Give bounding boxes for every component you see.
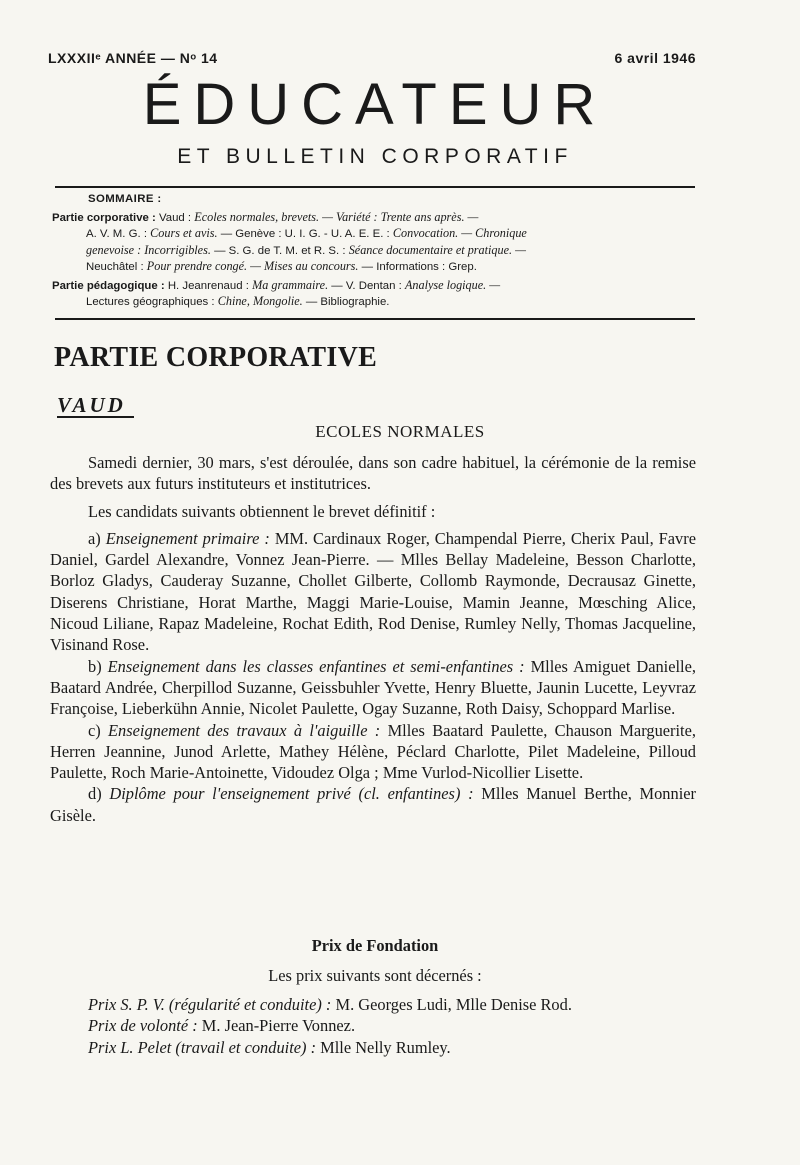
- paragraph-c: c) Enseignement des travaux à l'aiguille : Mlles Baatard Paulette, Chauson Marguerite, Herren Jeannine, Junod Arlette, Mathey Hélène, Péclard Charlotte, Pilet Madeleine, Pilloud Paulette, Roch Marie-Antoinette, Vidoudez Olga ; Mme Vurlod-Nicollier Lisette.: [50, 720, 696, 783]
- masthead-top: [48, 50, 696, 66]
- paragraph-candidats: Les candidats suivants obtiennent le brevet définitif :: [88, 501, 436, 521]
- prix-intro: Les prix suivants sont décernés :: [268, 966, 482, 985]
- journal-subtitle: ET BULLETIN CORPORATIF: [177, 145, 573, 168]
- toc-entry-pedagogique: Partie pédagogique : H. Jeanrenaud : Ma grammaire. — V. Dentan : Analyse logique. — Lectures géographiques : Chine, Mongolie. — Bibliographie.: [52, 278, 501, 309]
- prix-item: Prix L. Pelet (travail et conduite) : Mlle Nelly Rumley.: [88, 1037, 451, 1057]
- paragraph-d: d) Diplôme pour l'enseignement privé (cl. enfantines) : Mlles Manuel Berthe, Monnier Gisèle.: [50, 784, 696, 825]
- paragraph-intro: Samedi dernier, 30 mars, s'est déroulée, dans son cadre habituel, la cérémonie de la remise des brevets aux futurs instituteurs et institutrices.: [50, 453, 696, 494]
- table-of-contents: [52, 192, 702, 310]
- toc-section-label: Partie corporative :: [52, 212, 156, 225]
- issue-date: 6 avril 1946: [614, 50, 696, 66]
- journal-title: ÉDUCATEUR: [142, 72, 608, 137]
- sommaire-heading: SOMMAIRE :: [88, 193, 162, 205]
- paragraph-a: a) Enseignement primaire : MM. Cardinaux Roger, Champendal Pierre, Cherix Paul, Favre Daniel, Gardel Alexandre, Vonnez Jean-Pierre. — Mlles Bellay Madeleine, Besson Charlotte, Borloz Gladys, Cauderay Suzanne, Chollet Gilberte, Collomb Raymonde, Decrausaz Ginette, Diserens Christiane, Horat Marthe, Maggi Marie-Louise, Mamin Jeanne, Mœsching Alice, Nicoud Liliane, Rapaz Madeleine, Rochat Edith, Rod Denise, Rumley Nelly, Thomas Jacqueline, Visinand Rose.: [50, 528, 696, 655]
- prix-item: Prix S. P. V. (régularité et conduite) : M. Georges Ludi, Mlle Denise Rod.: [88, 995, 572, 1014]
- section-title: PARTIE CORPORATIVE: [54, 342, 378, 373]
- toc-entry-corporative: Partie corporative : Vaud : Ecoles normales, brevets. — Variété : Trente ans après. — A. V. M. G. : Cours et avis. — Genève : U. I. G. - U. A. E. E. : Convocation. — Chronique genevoise : Incorrigibles. — S. G. de T. M. et R. S. : Séance documentaire et pratique. — Neuchâtel : Pour prendre congé. — Mises au concours. — Informations : Grep.: [52, 210, 527, 273]
- issue-number: LXXXIIᵉ ANNÉE — Nᵒ 14: [48, 50, 218, 66]
- prix-list: [50, 994, 696, 1058]
- canton-heading: VAUD: [57, 394, 134, 418]
- article-heading: ECOLES NORMALES: [315, 422, 485, 441]
- top-divider: [55, 186, 695, 188]
- prix-heading: Prix de Fondation: [311, 936, 439, 955]
- bottom-divider: [55, 318, 695, 320]
- toc-section-label: Partie pédagogique :: [52, 280, 165, 293]
- paragraph-b: b) Enseignement dans les classes enfantines et semi-enfantines : Mlles Amiguet Danielle, Baatard Andrée, Cherpillod Suzanne, Geissbuhler Yvette, Henry Bluette, Jaunin Lucette, Leyvraz Françoise, Lieberkühn Annie, Nicolet Paulette, Ogay Suzanne, Roth Daisy, Schoppard Marlise.: [50, 656, 696, 719]
- article-body: [50, 452, 696, 826]
- prix-item: Prix de volonté : M. Jean-Pierre Vonnez.: [88, 1016, 356, 1036]
